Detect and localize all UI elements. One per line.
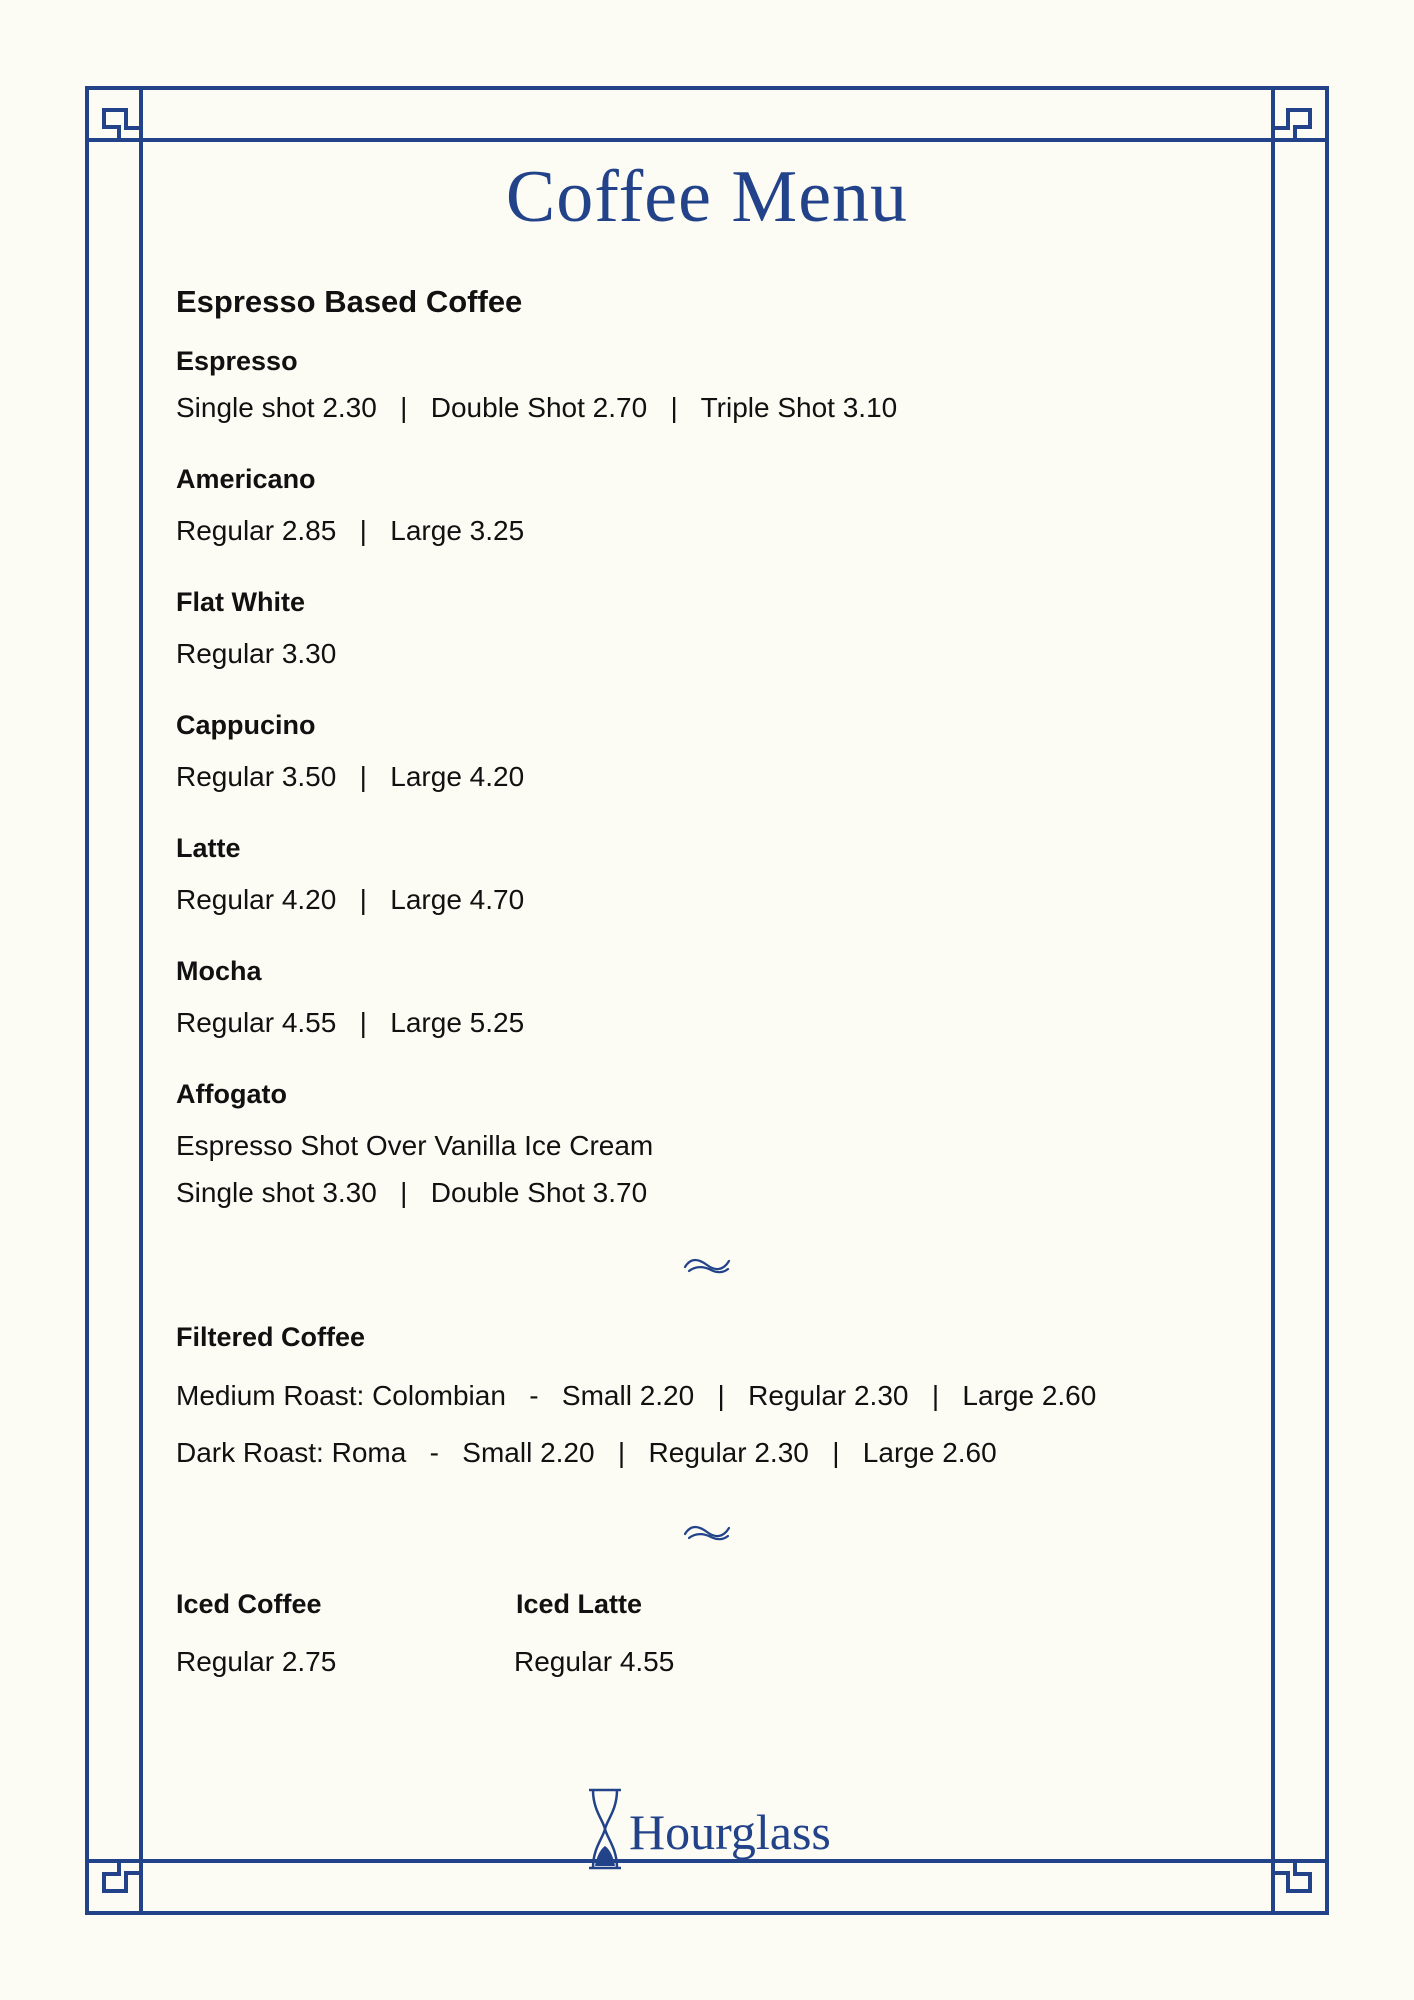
- item-prices: Regular 2.75: [176, 1646, 337, 1677]
- item-name: Iced Coffee: [176, 1589, 322, 1619]
- section-title-filtered: Filtered Coffee: [176, 1322, 366, 1352]
- brand-logo-text: Hourglass: [629, 1804, 831, 1860]
- item-prices: Regular 4.55: [514, 1646, 675, 1677]
- item-prices: Regular 3.30: [176, 638, 337, 669]
- item-name: Affogato: [176, 1079, 287, 1109]
- filtered-line-colombian: Medium Roast: Colombian - Small 2.20 | Regular 2.30 | Large 2.60: [176, 1380, 1097, 1411]
- item-name: Mocha: [176, 956, 262, 986]
- item-prices: Single shot 2.30 | Double Shot 2.70 | Triple Shot 3.10: [176, 392, 898, 423]
- hourglass-icon: [583, 1786, 627, 1872]
- page-title: Coffee Menu: [505, 156, 909, 238]
- item-prices: Regular 4.55 | Large 5.25: [176, 1007, 525, 1038]
- section-title-espresso: Espresso Based Coffee: [176, 284, 523, 319]
- item-prices: Regular 4.20 | Large 4.70: [176, 884, 525, 915]
- swash-divider: [681, 1520, 733, 1544]
- item-name: Espresso: [176, 346, 298, 376]
- item-prices: Regular 3.50 | Large 4.20: [176, 761, 525, 792]
- item-description: Espresso Shot Over Vanilla Ice Cream: [176, 1130, 654, 1161]
- item-name: Americano: [176, 464, 316, 494]
- item-name: Flat White: [176, 587, 305, 617]
- item-prices: Regular 2.85 | Large 3.25: [176, 515, 525, 546]
- item-name: Cappucino: [176, 710, 316, 740]
- item-name: Iced Latte: [516, 1589, 643, 1619]
- swash-divider: [681, 1253, 733, 1277]
- filtered-line-roma: Dark Roast: Roma - Small 2.20 | Regular 2.30 | Large 2.60: [176, 1437, 997, 1468]
- item-prices: Single shot 3.30 | Double Shot 3.70: [176, 1177, 648, 1208]
- item-name: Latte: [176, 833, 241, 863]
